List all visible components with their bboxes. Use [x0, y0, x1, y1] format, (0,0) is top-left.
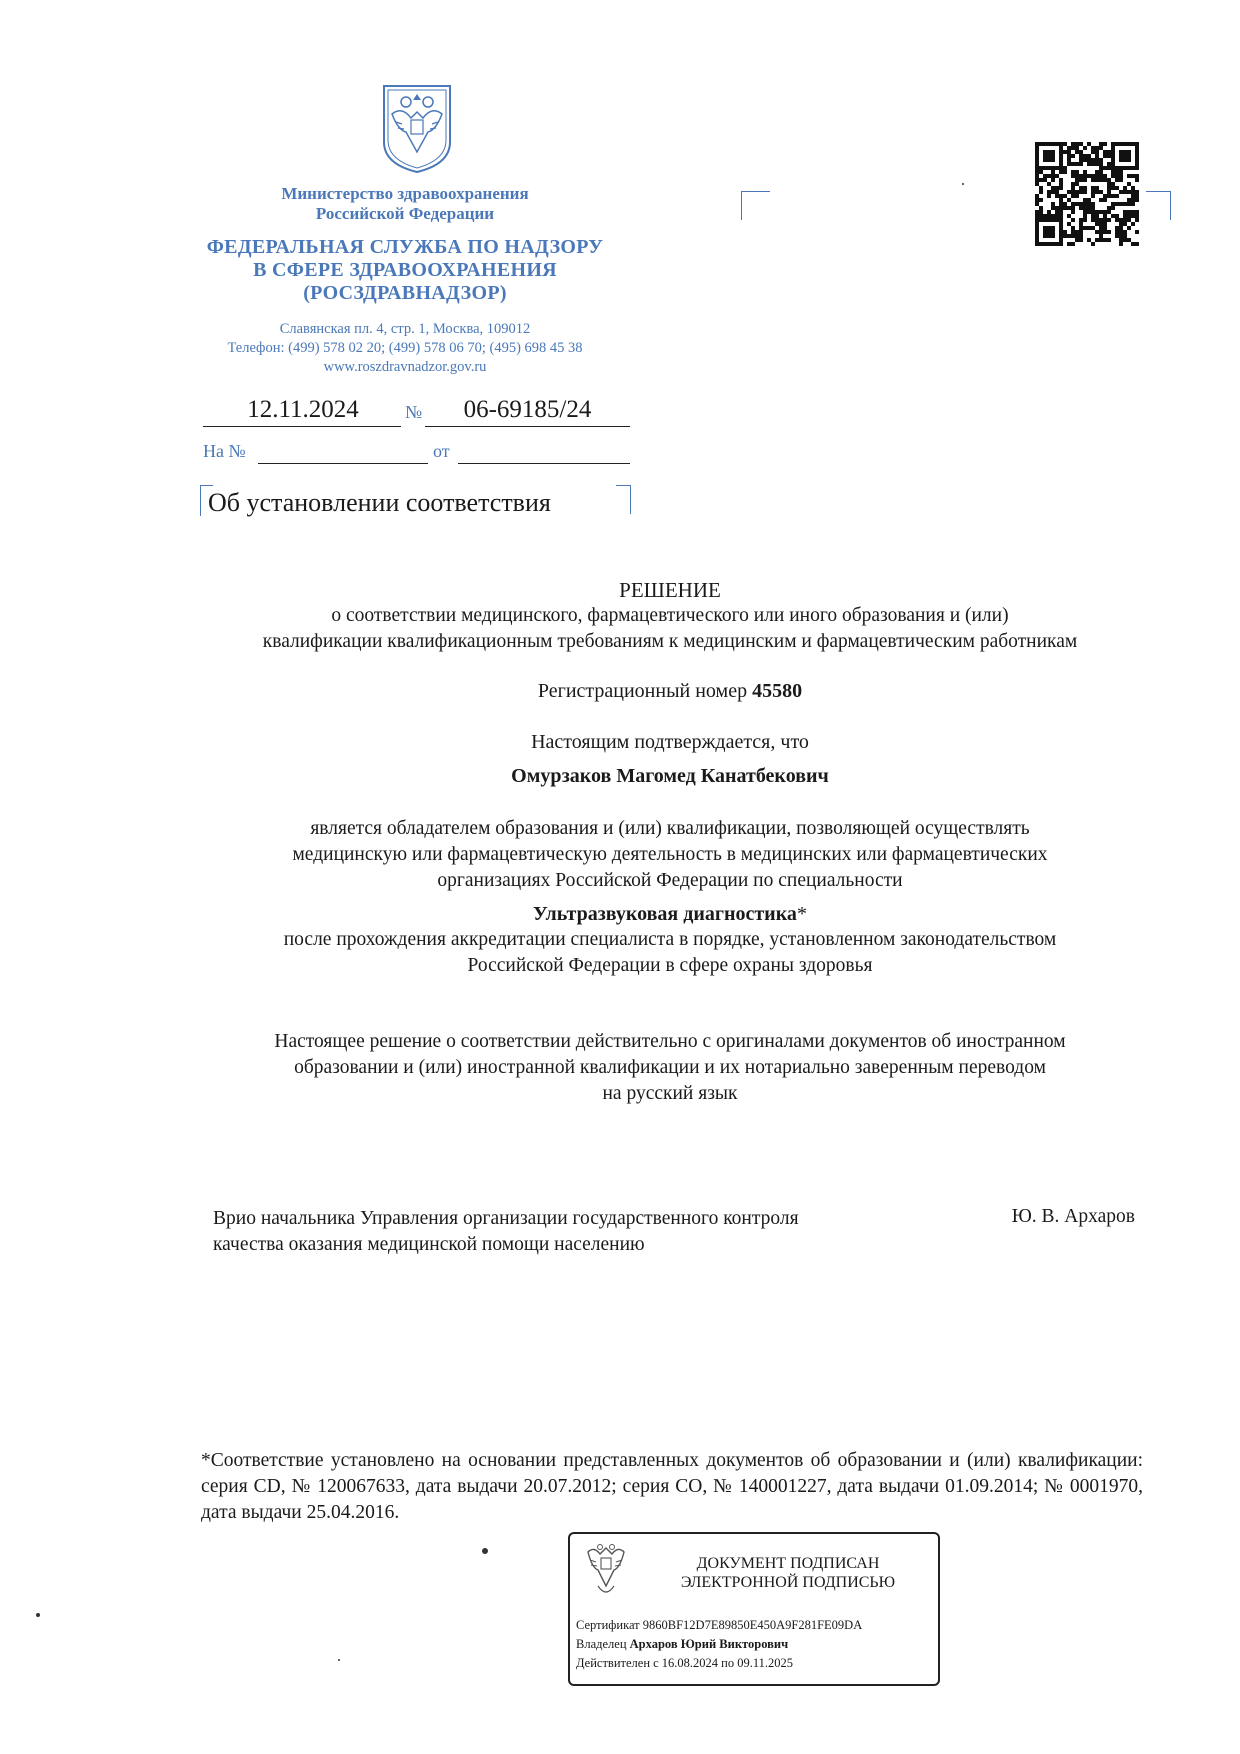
address-line-1: Славянская пл. 4, стр. 1, Москва, 109012 [279, 321, 531, 337]
holder-line-1: является обладателем образования и (или) квалификации, позволяющей осуществлять [310, 818, 1030, 839]
certificate-label: Сертификат [576, 1618, 640, 1632]
ministry-name [205, 184, 605, 224]
addressee-corner-left [741, 191, 770, 220]
registration-label: Регистрационный номер [537, 680, 748, 702]
scan-speck [962, 183, 964, 185]
validity-line-3: на русский язык [602, 1083, 738, 1104]
subject-corner-right [616, 485, 631, 514]
reference-number-blank [258, 463, 428, 464]
confirmation-text: Настоящим подтверждается, что [531, 731, 809, 753]
person-name: Омурзаков Магомед Канатбекович [511, 765, 829, 787]
scan-speck [482, 1548, 488, 1554]
signatory-position-line-2: качества оказания медицинской помощи населению [213, 1234, 645, 1255]
signatory-name: Ю. В. Архаров [1011, 1206, 1135, 1227]
ministry-line-1: Министерство здравоохранения [281, 184, 529, 203]
holder-line-3: организациях Российской Федерации по специальности [437, 870, 903, 891]
stamp-validity: Действителен с 16.08.2024 по 09.11.2025 [576, 1656, 794, 1670]
ministry-line-2: Российской Федерации [315, 204, 495, 223]
decision-subtitle-line-1: о соответствии медицинского, фармацевтического или иного образования и (или) [331, 605, 1009, 626]
registration-line [170, 680, 1170, 703]
accreditation-line-1: после прохождения аккредитации специалиста в порядке, установленном законодательством [283, 929, 1057, 950]
holder-statement [190, 816, 1150, 894]
agency-address [185, 320, 625, 377]
signatory-position [213, 1206, 913, 1258]
accreditation-line-2: Российской Федерации в сфере охраны здоровья [467, 955, 873, 976]
address-line-2: Телефон: (499) 578 02 20; (499) 578 06 70; (495) 698 45 38 [227, 340, 583, 356]
coat-of-arms-icon [378, 82, 456, 174]
specialty-line [170, 903, 1170, 926]
holder-line-2: медицинскую или фармацевтическую деятельность в медицинских или фармацевтических [292, 844, 1048, 865]
agency-line-2: В СФЕРЕ ЗДРАВООХРАНЕНИЯ [253, 259, 557, 281]
addressee-corner-right [1146, 191, 1171, 220]
validity-statement [190, 1029, 1150, 1107]
validity-line-2: образовании и (или) иностранной квалификации и их нотариально заверенным переводом [294, 1057, 1046, 1078]
coat-of-arms-icon [582, 1542, 630, 1600]
stamp-details [576, 1616, 934, 1673]
owner-value: Архаров Юрий Викторович [629, 1637, 789, 1651]
agency-name [165, 236, 645, 305]
registration-value: 45580 [752, 680, 803, 702]
decision-subtitle-line-2: квалификации квалификационным требованиям к медицинским и фармацевтическим работникам [262, 631, 1078, 652]
signatory-position-line-1: Врио начальника Управления организации государственного контроля [213, 1208, 799, 1229]
electronic-signature-stamp [568, 1532, 940, 1686]
decision-title: РЕШЕНИЕ [619, 578, 721, 602]
stamp-owner [576, 1635, 934, 1654]
stamp-title-line-1: ДОКУМЕНТ ПОДПИСАН [696, 1555, 880, 1572]
subject-line: Об установлении соответствия [208, 488, 551, 517]
owner-label: Владелец [576, 1637, 627, 1651]
reference-date-blank [458, 463, 630, 464]
number-sign: № [405, 402, 423, 422]
validity-line-1: Настоящее решение о соответствии действительно с оригиналами документов об иностранном [274, 1031, 1066, 1052]
qr-code-icon [1035, 142, 1139, 246]
reference-number-label: На № [203, 441, 246, 461]
stamp-certificate [576, 1616, 934, 1635]
stamp-title [648, 1554, 928, 1592]
agency-line-3: (РОСЗДРАВНАДЗОР) [303, 282, 507, 304]
registration-number: 06-69185/24 [463, 396, 592, 423]
stamp-title-line-2: ЭЛЕКТРОННОЙ ПОДПИСЬЮ [680, 1574, 896, 1591]
decision-subtitle [190, 603, 1150, 655]
specialty-name: Ультразвуковая диагностика [533, 903, 797, 925]
certificate-value: 9860BF12D7E89850E450A9F281FE09DA [642, 1618, 863, 1632]
footnote: *Соответствие установлено на основании представленных документов об образовании и (или) квалификации: серия CD, № 120067633, дата выдачи 20.07.2012; серия CO, № 140001227, дата выдачи 01.09.2014; № 0001970, дата выдачи 25.04.2016. [201, 1450, 1143, 1523]
specialty-footnote-mark: * [796, 903, 807, 925]
scan-speck [338, 1659, 340, 1661]
date-underline [203, 426, 401, 427]
address-line-3: www.roszdravnadzor.gov.ru [323, 359, 487, 375]
reference-date-label: от [433, 441, 450, 461]
accreditation-statement [190, 927, 1150, 979]
agency-line-1: ФЕДЕРАЛЬНАЯ СЛУЖБА ПО НАДЗОРУ [206, 236, 604, 258]
scan-speck [36, 1613, 40, 1617]
registration-date: 12.11.2024 [247, 396, 359, 423]
number-underline [425, 426, 630, 427]
